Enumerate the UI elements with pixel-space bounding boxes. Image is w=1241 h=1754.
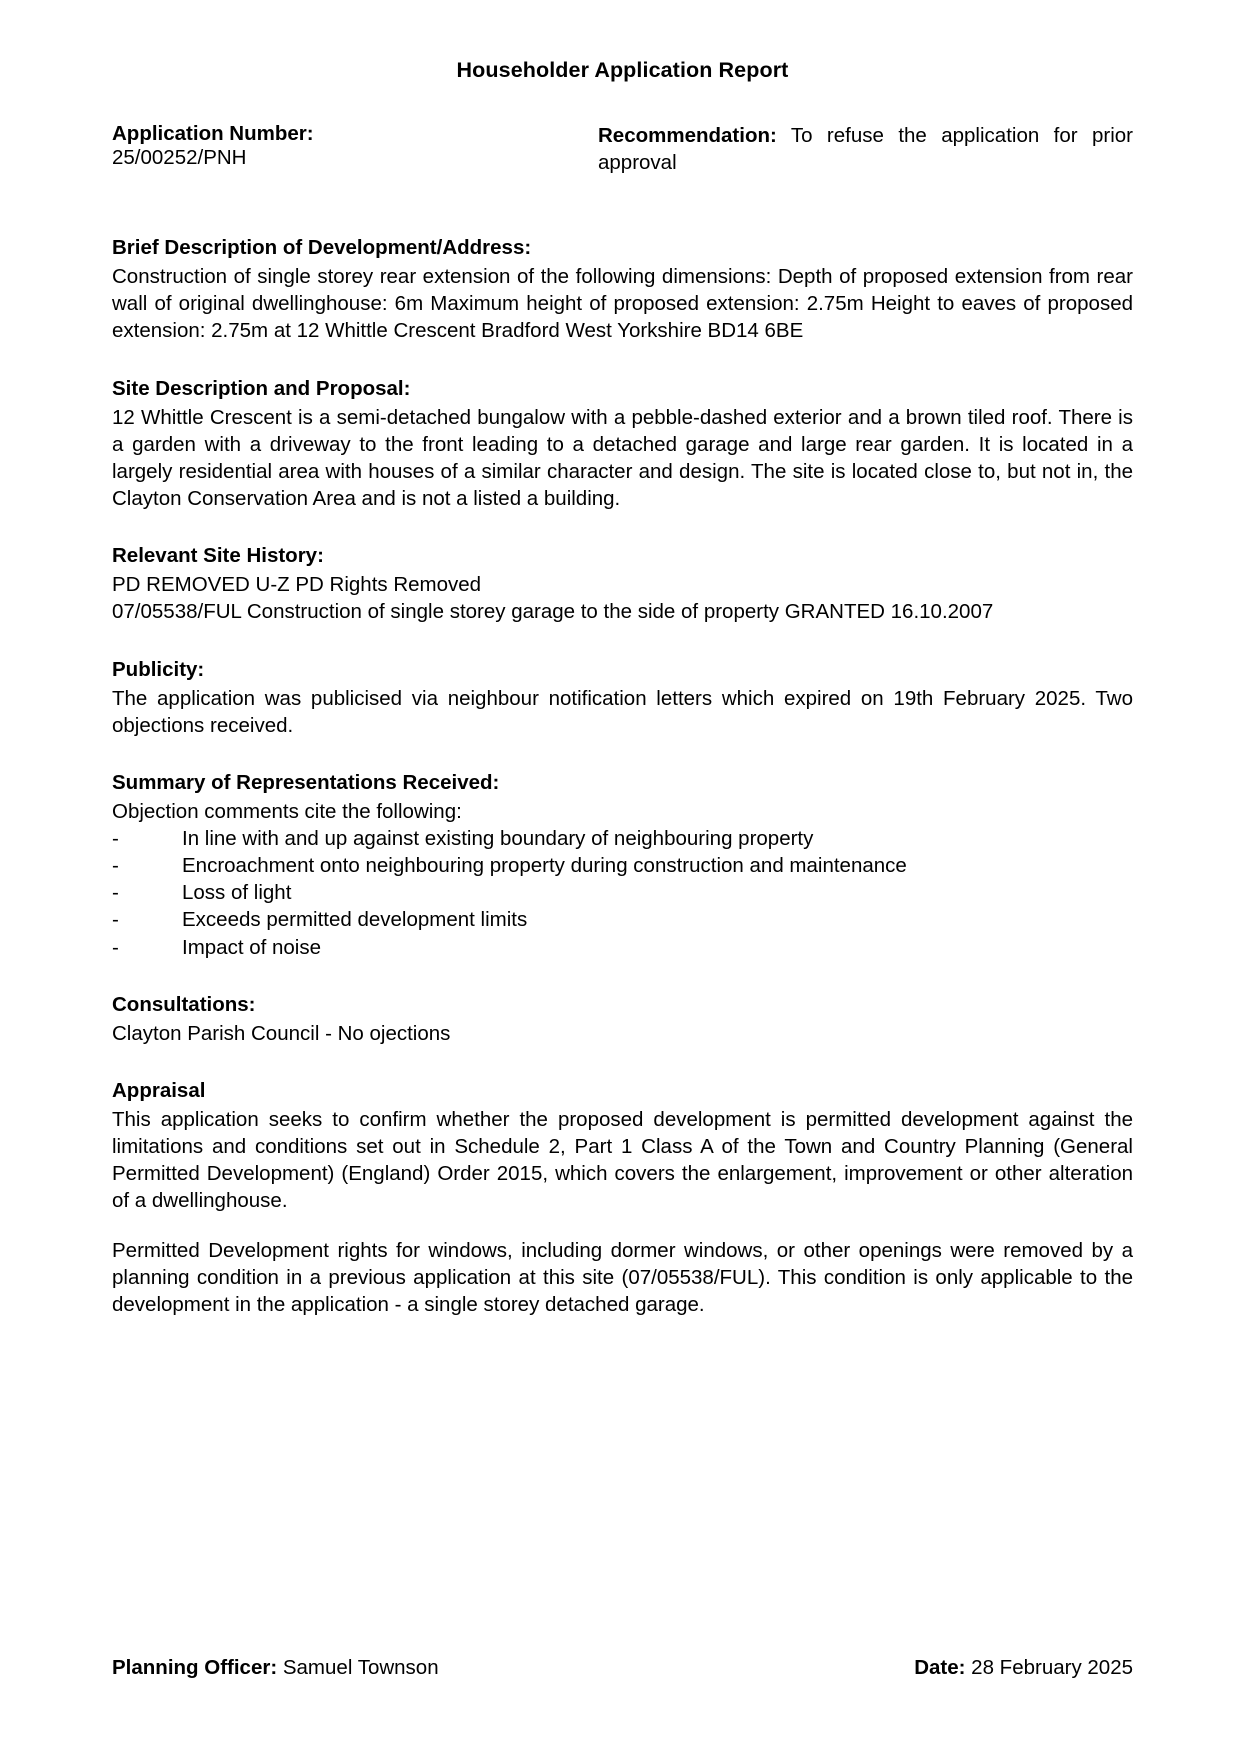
bullet-marker: - (112, 881, 119, 905)
section-heading: Site Description and Proposal: (112, 376, 411, 400)
section-body: 12 Whittle Crescent is a semi-detached bungalow with a pebble-dashed exterior and a brown tiled roof. There is a garden with a driveway to the front leading to a detached garage and large rear garden. It is located in a largely residential area with houses of a similar character and design. The site is located close to, but not in, the Clayton Conservation Area and is not a listed a building. (112, 405, 1133, 511)
report-date-label: Date: (914, 1656, 966, 1679)
section-heading: Appraisal (112, 1078, 206, 1102)
page-title: Householder Application Report (456, 58, 789, 82)
section-publicity (112, 656, 1133, 739)
bullet-marker: - (112, 935, 119, 959)
section-body: The application was publicised via neighbour notification letters which expired on 19th February 2025. Two objections received. (112, 686, 1133, 737)
list-item-label: Encroachment onto neighbouring property during construction and maintenance (182, 854, 907, 878)
report-date (914, 1656, 1133, 1680)
bullet-marker: - (112, 854, 119, 878)
section-heading: Consultations: (112, 992, 256, 1016)
section-site-history (112, 542, 1133, 625)
section-representations (112, 769, 1133, 961)
bullet-marker: - (112, 908, 119, 932)
list-item (112, 825, 1133, 852)
section-heading: Summary of Representations Received: (112, 770, 500, 794)
list-item (112, 879, 1133, 906)
section-brief-description (112, 234, 1133, 345)
section-appraisal (112, 1077, 1133, 1318)
section-heading: Publicity: (112, 657, 205, 681)
list-item-label: Impact of noise (182, 935, 322, 959)
bullet-marker: - (112, 826, 119, 850)
site-history-line-1: PD REMOVED U-Z PD Rights Removed (112, 573, 482, 597)
list-item-label: Exceeds permitted development limits (182, 908, 528, 932)
objection-list (112, 825, 1133, 961)
section-heading: Brief Description of Development/Address: (112, 236, 532, 260)
planning-officer (112, 1656, 439, 1680)
section-body: Construction of single storey rear extension of the following dimensions: Depth of proposed extension from rear wall of original dwellinghouse: 6m Maximum height of proposed extension: 2.75m Height to eaves of proposed extension: 2.75m at 12 Whittle Crescent Bradford West Yorkshire BD14 6BE (112, 265, 1133, 343)
document-footer (112, 1656, 1133, 1680)
list-item-label: Loss of light (182, 881, 292, 905)
representations-intro: Objection comments cite the following: (112, 799, 462, 823)
recommendation-block (598, 122, 1133, 176)
recommendation-label: Recommendation: (598, 124, 777, 147)
section-consultations (112, 991, 1133, 1047)
application-number-label: Application Number: (112, 122, 314, 145)
appraisal-paragraph-1: This application seeks to confirm whether the proposed development is permitted development against the limitations and conditions set out in Schedule 2, Part 1 Class A of the Town and Country Planning (General Permitted Development) (England) Order 2015, which covers the enlargement, improvement or other alteration of a dwellinghouse. (112, 1107, 1133, 1213)
site-history-line-2: 07/05538/FUL Construction of single storey garage to the side of property GRANTED 16.10.2007 (112, 600, 994, 624)
application-number-value: 25/00252/PNH (112, 146, 247, 169)
planning-officer-label: Planning Officer: (112, 1656, 278, 1679)
recommendation-value: To refuse the application for prior approval (598, 124, 1133, 175)
list-item-label: In line with and up against existing boundary of neighbouring property (182, 826, 814, 850)
application-number-block (112, 122, 598, 176)
section-body: Clayton Parish Council - No ojections (112, 1021, 451, 1045)
list-item (112, 852, 1133, 879)
report-date-value: 28 February 2025 (971, 1656, 1133, 1679)
application-header (112, 122, 1133, 176)
section-site-description (112, 375, 1133, 513)
planning-officer-name: Samuel Townson (282, 1656, 439, 1679)
list-item (112, 906, 1133, 933)
list-item (112, 934, 1133, 961)
appraisal-paragraph-2: Permitted Development rights for windows, including dormer windows, or other openings were removed by a planning condition in a previous application at this site (07/05538/FUL). This condition is only applicable to the development in the application - a single storey detached garage. (112, 1238, 1133, 1316)
section-heading: Relevant Site History: (112, 544, 324, 568)
